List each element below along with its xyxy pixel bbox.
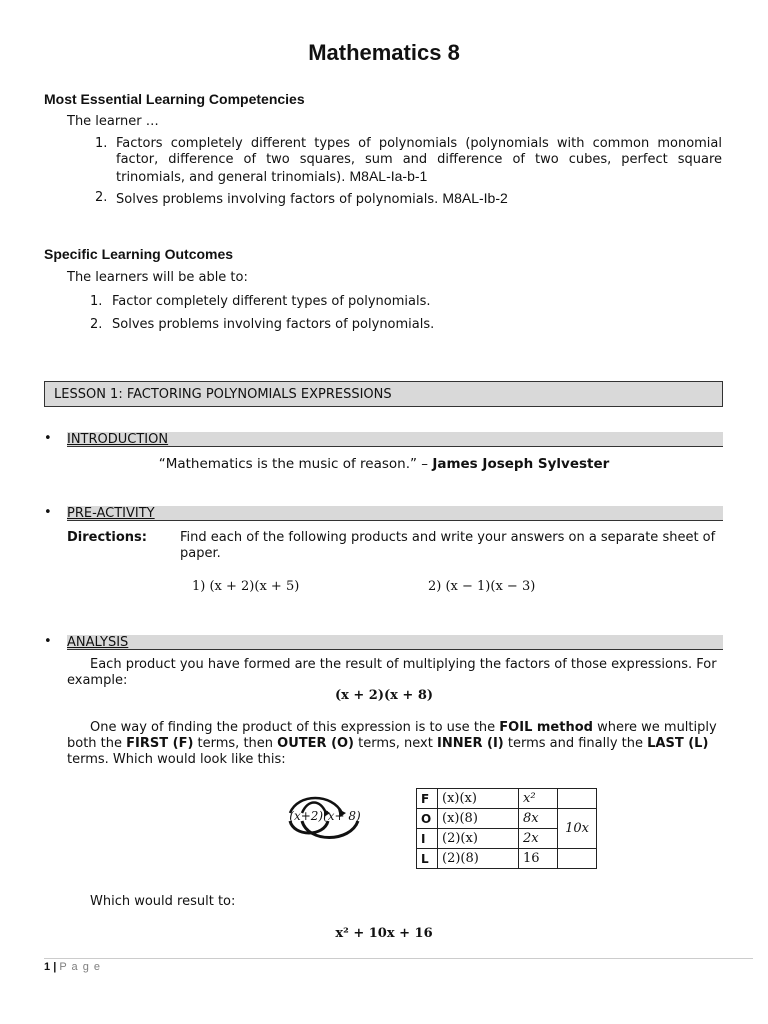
para2-text: terms, next xyxy=(354,736,437,751)
foil-expression: (x+2)(x+ 8) xyxy=(289,809,361,823)
page-number: 1 xyxy=(44,961,51,973)
foil-result: x² xyxy=(519,789,558,809)
foil-letter: L xyxy=(417,849,438,869)
melc-item-1 xyxy=(116,136,722,186)
page-word: P a g e xyxy=(59,961,101,973)
last-term: LAST (L) xyxy=(647,736,709,751)
melc-item-2-code: M8AL-Ib-2 xyxy=(442,190,508,206)
inner-term: INNER (I) xyxy=(436,736,504,751)
directions-label: Directions: xyxy=(67,530,147,545)
combined-empty-cell xyxy=(558,789,597,809)
section-bar xyxy=(67,635,723,650)
introduction-section-header xyxy=(44,432,723,446)
melc-item-1-code: M8AL-Ia-b-1 xyxy=(349,168,428,184)
para2-text: where we multiply both the xyxy=(67,720,717,751)
result-intro: Which would result to: xyxy=(90,894,236,909)
para2-text: terms, then xyxy=(193,736,278,751)
directions-text: Find each of the following products and write your answers on a separate sheet of paper. xyxy=(180,530,716,561)
foil-expr: (2)(8) xyxy=(438,849,519,869)
foil-expr: (2)(x) xyxy=(438,829,519,849)
quote-author: James Joseph Sylvester xyxy=(432,456,610,472)
pre-activity-section-header xyxy=(44,506,723,520)
slo-item-1-text: Factor completely different types of polynomials. xyxy=(112,294,431,309)
section-bar xyxy=(67,506,723,521)
foil-table xyxy=(416,788,597,869)
analysis-paragraph-2 xyxy=(67,720,722,768)
foil-letter: O xyxy=(417,809,438,829)
para2-text: One way of finding the product of this expression is to use the xyxy=(90,720,500,735)
foil-letter: I xyxy=(417,829,438,849)
foil-letter: F xyxy=(417,789,438,809)
foil-diagram xyxy=(280,795,370,845)
foil-expr: (x)(8) xyxy=(438,809,519,829)
table-row xyxy=(417,789,597,809)
slo-item-2-text: Solves problems involving factors of polynomials. xyxy=(112,317,435,332)
melc-item-1-text: Factors completely different types of polynomials (polynomials with common monomial factor, difference of two squares, sum and difference of two cubes, perfect square trinomials, and general trinomials). xyxy=(116,136,722,185)
para2-text: terms. Which would look like this: xyxy=(67,752,286,767)
analysis-label: ANALYSIS xyxy=(67,635,129,650)
bullet-icon: • xyxy=(44,431,52,446)
foil-result: 2x xyxy=(519,829,558,849)
problem-2: 2) (x − 1)(x − 3) xyxy=(428,579,536,594)
para2-text: terms and finally the xyxy=(503,736,648,751)
analysis-section-header xyxy=(44,635,723,649)
lesson-title: LESSON 1: FACTORING POLYNOMIALS EXPRESSIONS xyxy=(54,387,392,402)
slo-item-2-num: 2. xyxy=(90,317,103,332)
table-row xyxy=(417,849,597,869)
slo-heading: Specific Learning Outcomes xyxy=(44,246,234,262)
foil-method-term: FOIL method xyxy=(499,720,593,735)
quote-text: “Mathematics is the music of reason.” – xyxy=(158,456,429,472)
page-footer xyxy=(44,961,101,973)
pre-activity-label: PRE-ACTIVITY xyxy=(67,506,155,521)
introduction-label: INTRODUCTION xyxy=(67,432,169,447)
slo-item-1-num: 1. xyxy=(90,294,103,309)
melc-heading: Most Essential Learning Competencies xyxy=(44,91,305,107)
example-expression: (x + 2)(x + 8) xyxy=(334,688,434,703)
melc-item-2-num: 2. xyxy=(95,190,108,205)
empty-cell xyxy=(558,849,597,869)
page-separator: | xyxy=(53,961,57,973)
melc-item-2 xyxy=(116,190,722,208)
slo-intro: The learners will be able to: xyxy=(67,270,248,285)
result-expression: x² + 10x + 16 xyxy=(335,926,433,941)
foil-expr: (x)(x) xyxy=(438,789,519,809)
foil-result: 8x xyxy=(519,809,558,829)
foil-combined: 10x xyxy=(558,809,597,849)
quote-line xyxy=(0,456,768,472)
table-row xyxy=(417,809,597,829)
bullet-icon: • xyxy=(44,634,52,649)
melc-item-1-num: 1. xyxy=(95,136,108,151)
page-title: Mathematics 8 xyxy=(308,40,460,65)
first-term: FIRST (F) xyxy=(126,736,194,751)
lesson-title-box xyxy=(44,381,723,407)
melc-item-2-text: Solves problems involving factors of polynomials. xyxy=(116,192,439,207)
melc-intro: The learner … xyxy=(67,114,159,129)
outer-term: OUTER (O) xyxy=(277,736,354,751)
analysis-paragraph-1: Each product you have formed are the result of multiplying the factors of those expressions. For example: xyxy=(67,657,717,688)
footer-divider xyxy=(44,958,753,959)
bullet-icon: • xyxy=(44,505,52,520)
foil-result: 16 xyxy=(519,849,558,869)
problem-1: 1) (x + 2)(x + 5) xyxy=(192,579,300,594)
